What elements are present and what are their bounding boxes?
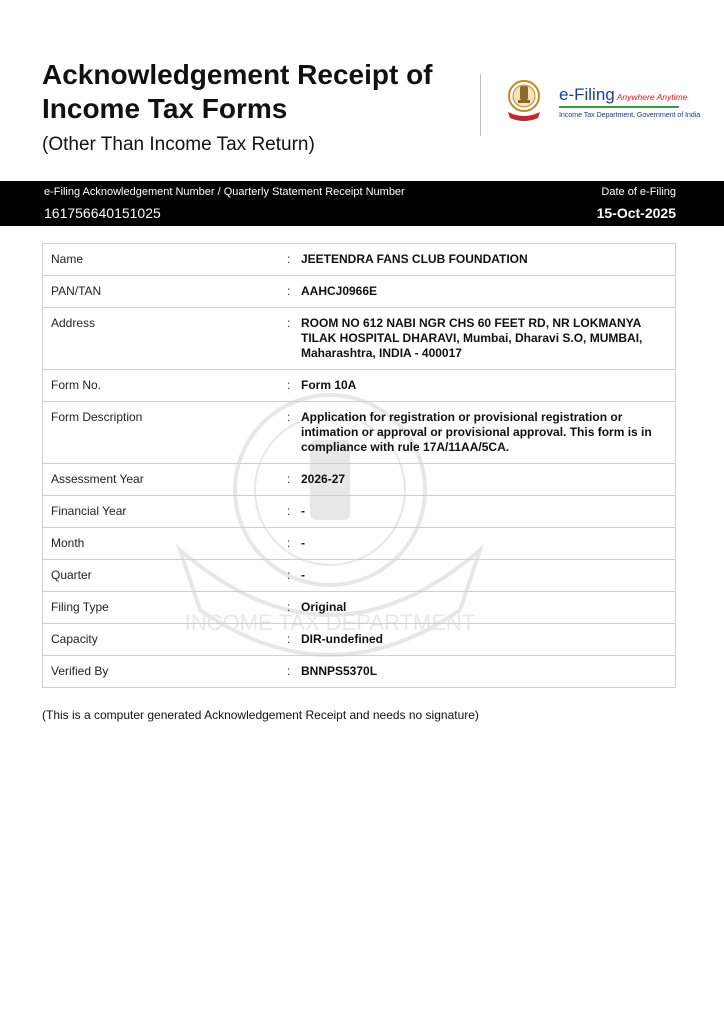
field-value: ROOM NO 612 NABI NGR CHS 60 FEET RD, NR LOKMANYA TILAK HOSPITAL DHARAVI, Mumbai, Dharavi S.O, MUMBAI, Maharashtra, INDIA - 400017	[297, 308, 676, 370]
field-value: -	[297, 528, 676, 560]
details-row	[43, 464, 676, 496]
details-row	[43, 528, 676, 560]
field-label: PAN/TAN	[43, 276, 274, 308]
field-label: Verified By	[43, 656, 274, 688]
efiling-logo	[502, 74, 701, 130]
field-value: Application for registration or provisional registration or intimation or approval or provisional approval. This form is in compliance with rule 17A/11AA/5CA.	[297, 402, 676, 464]
field-separator: :	[273, 592, 297, 624]
field-label: Assessment Year	[43, 464, 274, 496]
field-value: Form 10A	[297, 370, 676, 402]
field-separator: :	[273, 496, 297, 528]
field-value: 2026-27	[297, 464, 676, 496]
details-row	[43, 276, 676, 308]
field-label: Form Description	[43, 402, 274, 464]
field-separator: :	[273, 464, 297, 496]
details-row	[43, 656, 676, 688]
header-divider	[480, 74, 481, 136]
details-table	[42, 243, 676, 688]
field-separator: :	[273, 244, 297, 276]
field-value: DIR-undefined	[297, 624, 676, 656]
details-row	[43, 402, 676, 464]
field-label: Address	[43, 308, 274, 370]
details-row	[43, 308, 676, 370]
field-separator: :	[273, 370, 297, 402]
field-label: Capacity	[43, 624, 274, 656]
filing-date-value: 15-Oct-2025	[596, 205, 676, 221]
footer-note: (This is a computer generated Acknowledgement Receipt and needs no signature)	[42, 708, 479, 722]
field-value: JEETENDRA FANS CLUB FOUNDATION	[297, 244, 676, 276]
ack-number-value: 161756640151025	[44, 205, 161, 221]
field-separator: :	[273, 560, 297, 592]
national-emblem-icon	[504, 76, 556, 126]
field-separator: :	[273, 528, 297, 560]
ack-number-label: e-Filing Acknowledgement Number / Quarterly Statement Receipt Number	[44, 186, 405, 198]
logo-underline	[559, 106, 679, 108]
details-row	[43, 370, 676, 402]
details-row	[43, 624, 676, 656]
field-value: BNNPS5370L	[297, 656, 676, 688]
field-label: Month	[43, 528, 274, 560]
field-separator: :	[273, 402, 297, 464]
acknowledgement-bar	[0, 181, 724, 226]
logo-department: Income Tax Department, Government of India	[559, 110, 701, 119]
page-subtitle: (Other Than Income Tax Return)	[42, 134, 315, 155]
field-separator: :	[273, 656, 297, 688]
details-row	[43, 244, 676, 276]
page-title: Acknowledgement Receipt of Income Tax Forms	[42, 59, 433, 124]
field-label: Form No.	[43, 370, 274, 402]
logo-tagline: Anywhere Anytime	[616, 92, 688, 102]
filing-date-label: Date of e-Filing	[601, 186, 676, 198]
field-separator: :	[273, 624, 297, 656]
field-value: -	[297, 496, 676, 528]
details-row	[43, 496, 676, 528]
field-separator: :	[273, 308, 297, 370]
field-label: Financial Year	[43, 496, 274, 528]
field-label: Quarter	[43, 560, 274, 592]
watermark-text: INCOME TAX DEPARTMENT	[184, 610, 476, 635]
field-value: -	[297, 560, 676, 592]
field-value: Original	[297, 592, 676, 624]
logo-brand: e-Filing Anywhere Anytime	[559, 85, 688, 104]
field-separator: :	[273, 276, 297, 308]
field-value: AAHCJ0966E	[297, 276, 676, 308]
details-row	[43, 592, 676, 624]
field-label: Filing Type	[43, 592, 274, 624]
details-row	[43, 560, 676, 592]
field-label: Name	[43, 244, 274, 276]
